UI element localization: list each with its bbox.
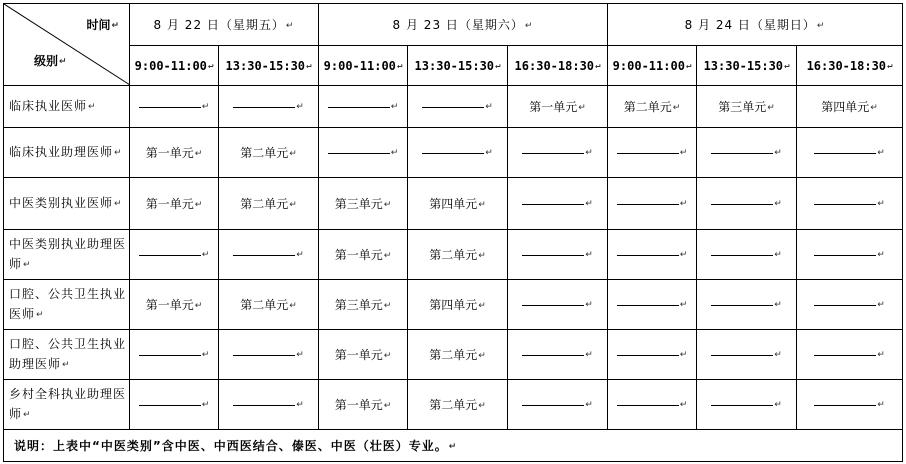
dash-line bbox=[814, 153, 876, 154]
no-exam-cell: ↵ bbox=[508, 380, 608, 430]
time-slot-header: 13:30-15:30↵ bbox=[219, 46, 319, 86]
corner-header-cell bbox=[4, 4, 130, 86]
exam-unit-cell: 第一单元↵ bbox=[508, 86, 608, 128]
exam-unit-cell: 第一单元↵ bbox=[130, 280, 219, 330]
dash-line bbox=[522, 405, 584, 406]
no-exam-cell: ↵ bbox=[219, 330, 319, 380]
no-exam-cell: ↵ bbox=[608, 380, 697, 430]
dash-line bbox=[522, 255, 584, 256]
dash-line bbox=[814, 305, 876, 306]
no-exam-cell: ↵ bbox=[608, 280, 697, 330]
dash-line bbox=[139, 255, 201, 256]
level-label-cell: 乡村全科执业助理医师↵ bbox=[4, 380, 130, 430]
dash-line bbox=[233, 107, 295, 108]
dash-line bbox=[139, 107, 201, 108]
no-exam-cell: ↵ bbox=[697, 178, 797, 230]
dash-line bbox=[233, 355, 295, 356]
no-exam-cell: ↵ bbox=[130, 380, 219, 430]
no-exam-cell: ↵ bbox=[319, 86, 408, 128]
exam-unit-cell: 第一单元↵ bbox=[130, 178, 219, 230]
dash-line bbox=[711, 153, 773, 154]
dash-line bbox=[233, 405, 295, 406]
no-exam-cell: ↵ bbox=[697, 128, 797, 178]
time-slot-header: 9:00-11:00↵ bbox=[130, 46, 219, 86]
table-row bbox=[4, 128, 903, 178]
exam-unit-cell: 第三单元↵ bbox=[697, 86, 797, 128]
date-header-day2: 8 月 23 日（星期六）↵ bbox=[319, 4, 608, 46]
exam-unit-cell: 第二单元↵ bbox=[219, 178, 319, 230]
exam-unit-cell: 第三单元↵ bbox=[319, 280, 408, 330]
dash-line bbox=[328, 153, 390, 154]
dash-line bbox=[422, 153, 484, 154]
exam-unit-cell: 第四单元↵ bbox=[797, 86, 903, 128]
exam-unit-cell: 第一单元↵ bbox=[319, 230, 408, 280]
no-exam-cell: ↵ bbox=[608, 330, 697, 380]
no-exam-cell: ↵ bbox=[319, 128, 408, 178]
level-label-cell: 临床执业医师↵ bbox=[4, 86, 130, 128]
dash-line bbox=[617, 153, 679, 154]
dash-line bbox=[617, 305, 679, 306]
no-exam-cell: ↵ bbox=[697, 330, 797, 380]
no-exam-cell: ↵ bbox=[219, 380, 319, 430]
exam-unit-cell: 第一单元↵ bbox=[130, 128, 219, 178]
exam-unit-cell: 第二单元↵ bbox=[219, 280, 319, 330]
no-exam-cell: ↵ bbox=[697, 380, 797, 430]
no-exam-cell: ↵ bbox=[219, 86, 319, 128]
dash-line bbox=[522, 204, 584, 205]
no-exam-cell: ↵ bbox=[797, 380, 903, 430]
no-exam-cell: ↵ bbox=[130, 330, 219, 380]
corner-level-label: 级别↵ bbox=[34, 54, 67, 68]
dash-line bbox=[617, 204, 679, 205]
time-slot-header: 13:30-15:30↵ bbox=[408, 46, 508, 86]
table-row bbox=[4, 280, 903, 330]
dash-line bbox=[814, 355, 876, 356]
table-row bbox=[4, 86, 903, 128]
corner-time-label: 时间↵ bbox=[86, 18, 119, 32]
dash-line bbox=[711, 255, 773, 256]
exam-unit-cell: 第一单元↵ bbox=[319, 330, 408, 380]
no-exam-cell: ↵ bbox=[797, 178, 903, 230]
dash-line bbox=[617, 355, 679, 356]
no-exam-cell: ↵ bbox=[219, 230, 319, 280]
date-header-day3: 8 月 24 日（星期日）↵ bbox=[608, 4, 903, 46]
exam-unit-cell: 第二单元↵ bbox=[408, 330, 508, 380]
dash-line bbox=[617, 405, 679, 406]
level-label-cell: 口腔、公共卫生执业助理医师↵ bbox=[4, 330, 130, 380]
table-row bbox=[4, 330, 903, 380]
level-label-cell: 临床执业助理医师↵ bbox=[4, 128, 130, 178]
date-header-row bbox=[4, 4, 903, 46]
level-label-cell: 中医类别执业助理医师↵ bbox=[4, 230, 130, 280]
time-slot-header: 9:00-11:00↵ bbox=[608, 46, 697, 86]
time-slot-header: 9:00-11:00↵ bbox=[319, 46, 408, 86]
dash-line bbox=[233, 255, 295, 256]
dash-line bbox=[814, 204, 876, 205]
dash-line bbox=[814, 255, 876, 256]
table-row bbox=[4, 230, 903, 280]
no-exam-cell: ↵ bbox=[130, 230, 219, 280]
dash-line bbox=[139, 355, 201, 356]
no-exam-cell: ↵ bbox=[797, 230, 903, 280]
no-exam-cell: ↵ bbox=[797, 280, 903, 330]
exam-unit-cell: 第二单元↵ bbox=[608, 86, 697, 128]
dash-line bbox=[711, 305, 773, 306]
no-exam-cell: ↵ bbox=[608, 230, 697, 280]
no-exam-cell: ↵ bbox=[408, 86, 508, 128]
dash-line bbox=[522, 355, 584, 356]
no-exam-cell: ↵ bbox=[408, 128, 508, 178]
note-cell: 说明：上表中“中医类别”含中医、中西医结合、傣医、中医（壮医）专业。↵ bbox=[4, 430, 903, 462]
dash-line bbox=[814, 405, 876, 406]
no-exam-cell: ↵ bbox=[508, 330, 608, 380]
dash-line bbox=[422, 107, 484, 108]
date-header-day1: 8 月 22 日（星期五）↵ bbox=[130, 4, 319, 46]
dash-line bbox=[711, 405, 773, 406]
exam-unit-cell: 第四单元↵ bbox=[408, 178, 508, 230]
no-exam-cell: ↵ bbox=[697, 280, 797, 330]
no-exam-cell: ↵ bbox=[130, 86, 219, 128]
table-row bbox=[4, 380, 903, 430]
no-exam-cell: ↵ bbox=[508, 178, 608, 230]
no-exam-cell: ↵ bbox=[608, 178, 697, 230]
exam-unit-cell: 第二单元↵ bbox=[219, 128, 319, 178]
time-slot-header: 16:30-18:30↵ bbox=[797, 46, 903, 86]
dash-line bbox=[711, 204, 773, 205]
level-label-cell: 口腔、公共卫生执业医师↵ bbox=[4, 280, 130, 330]
dash-line bbox=[617, 255, 679, 256]
time-slot-header-row bbox=[4, 46, 903, 86]
dash-line bbox=[522, 305, 584, 306]
time-slot-header: 16:30-18:30↵ bbox=[508, 46, 608, 86]
level-label-cell: 中医类别执业医师↵ bbox=[4, 178, 130, 230]
table-row bbox=[4, 178, 903, 230]
no-exam-cell: ↵ bbox=[697, 230, 797, 280]
dash-line bbox=[328, 107, 390, 108]
exam-unit-cell: 第三单元↵ bbox=[319, 178, 408, 230]
exam-schedule-table bbox=[3, 3, 903, 462]
no-exam-cell: ↵ bbox=[797, 330, 903, 380]
no-exam-cell: ↵ bbox=[508, 128, 608, 178]
no-exam-cell: ↵ bbox=[797, 128, 903, 178]
dash-line bbox=[711, 355, 773, 356]
no-exam-cell: ↵ bbox=[608, 128, 697, 178]
exam-unit-cell: 第四单元↵ bbox=[408, 280, 508, 330]
exam-unit-cell: 第二单元↵ bbox=[408, 380, 508, 430]
note-row bbox=[4, 430, 903, 462]
no-exam-cell: ↵ bbox=[508, 230, 608, 280]
dash-line bbox=[522, 153, 584, 154]
no-exam-cell: ↵ bbox=[508, 280, 608, 330]
dash-line bbox=[139, 405, 201, 406]
exam-unit-cell: 第一单元↵ bbox=[319, 380, 408, 430]
exam-unit-cell: 第二单元↵ bbox=[408, 230, 508, 280]
time-slot-header: 13:30-15:30↵ bbox=[697, 46, 797, 86]
